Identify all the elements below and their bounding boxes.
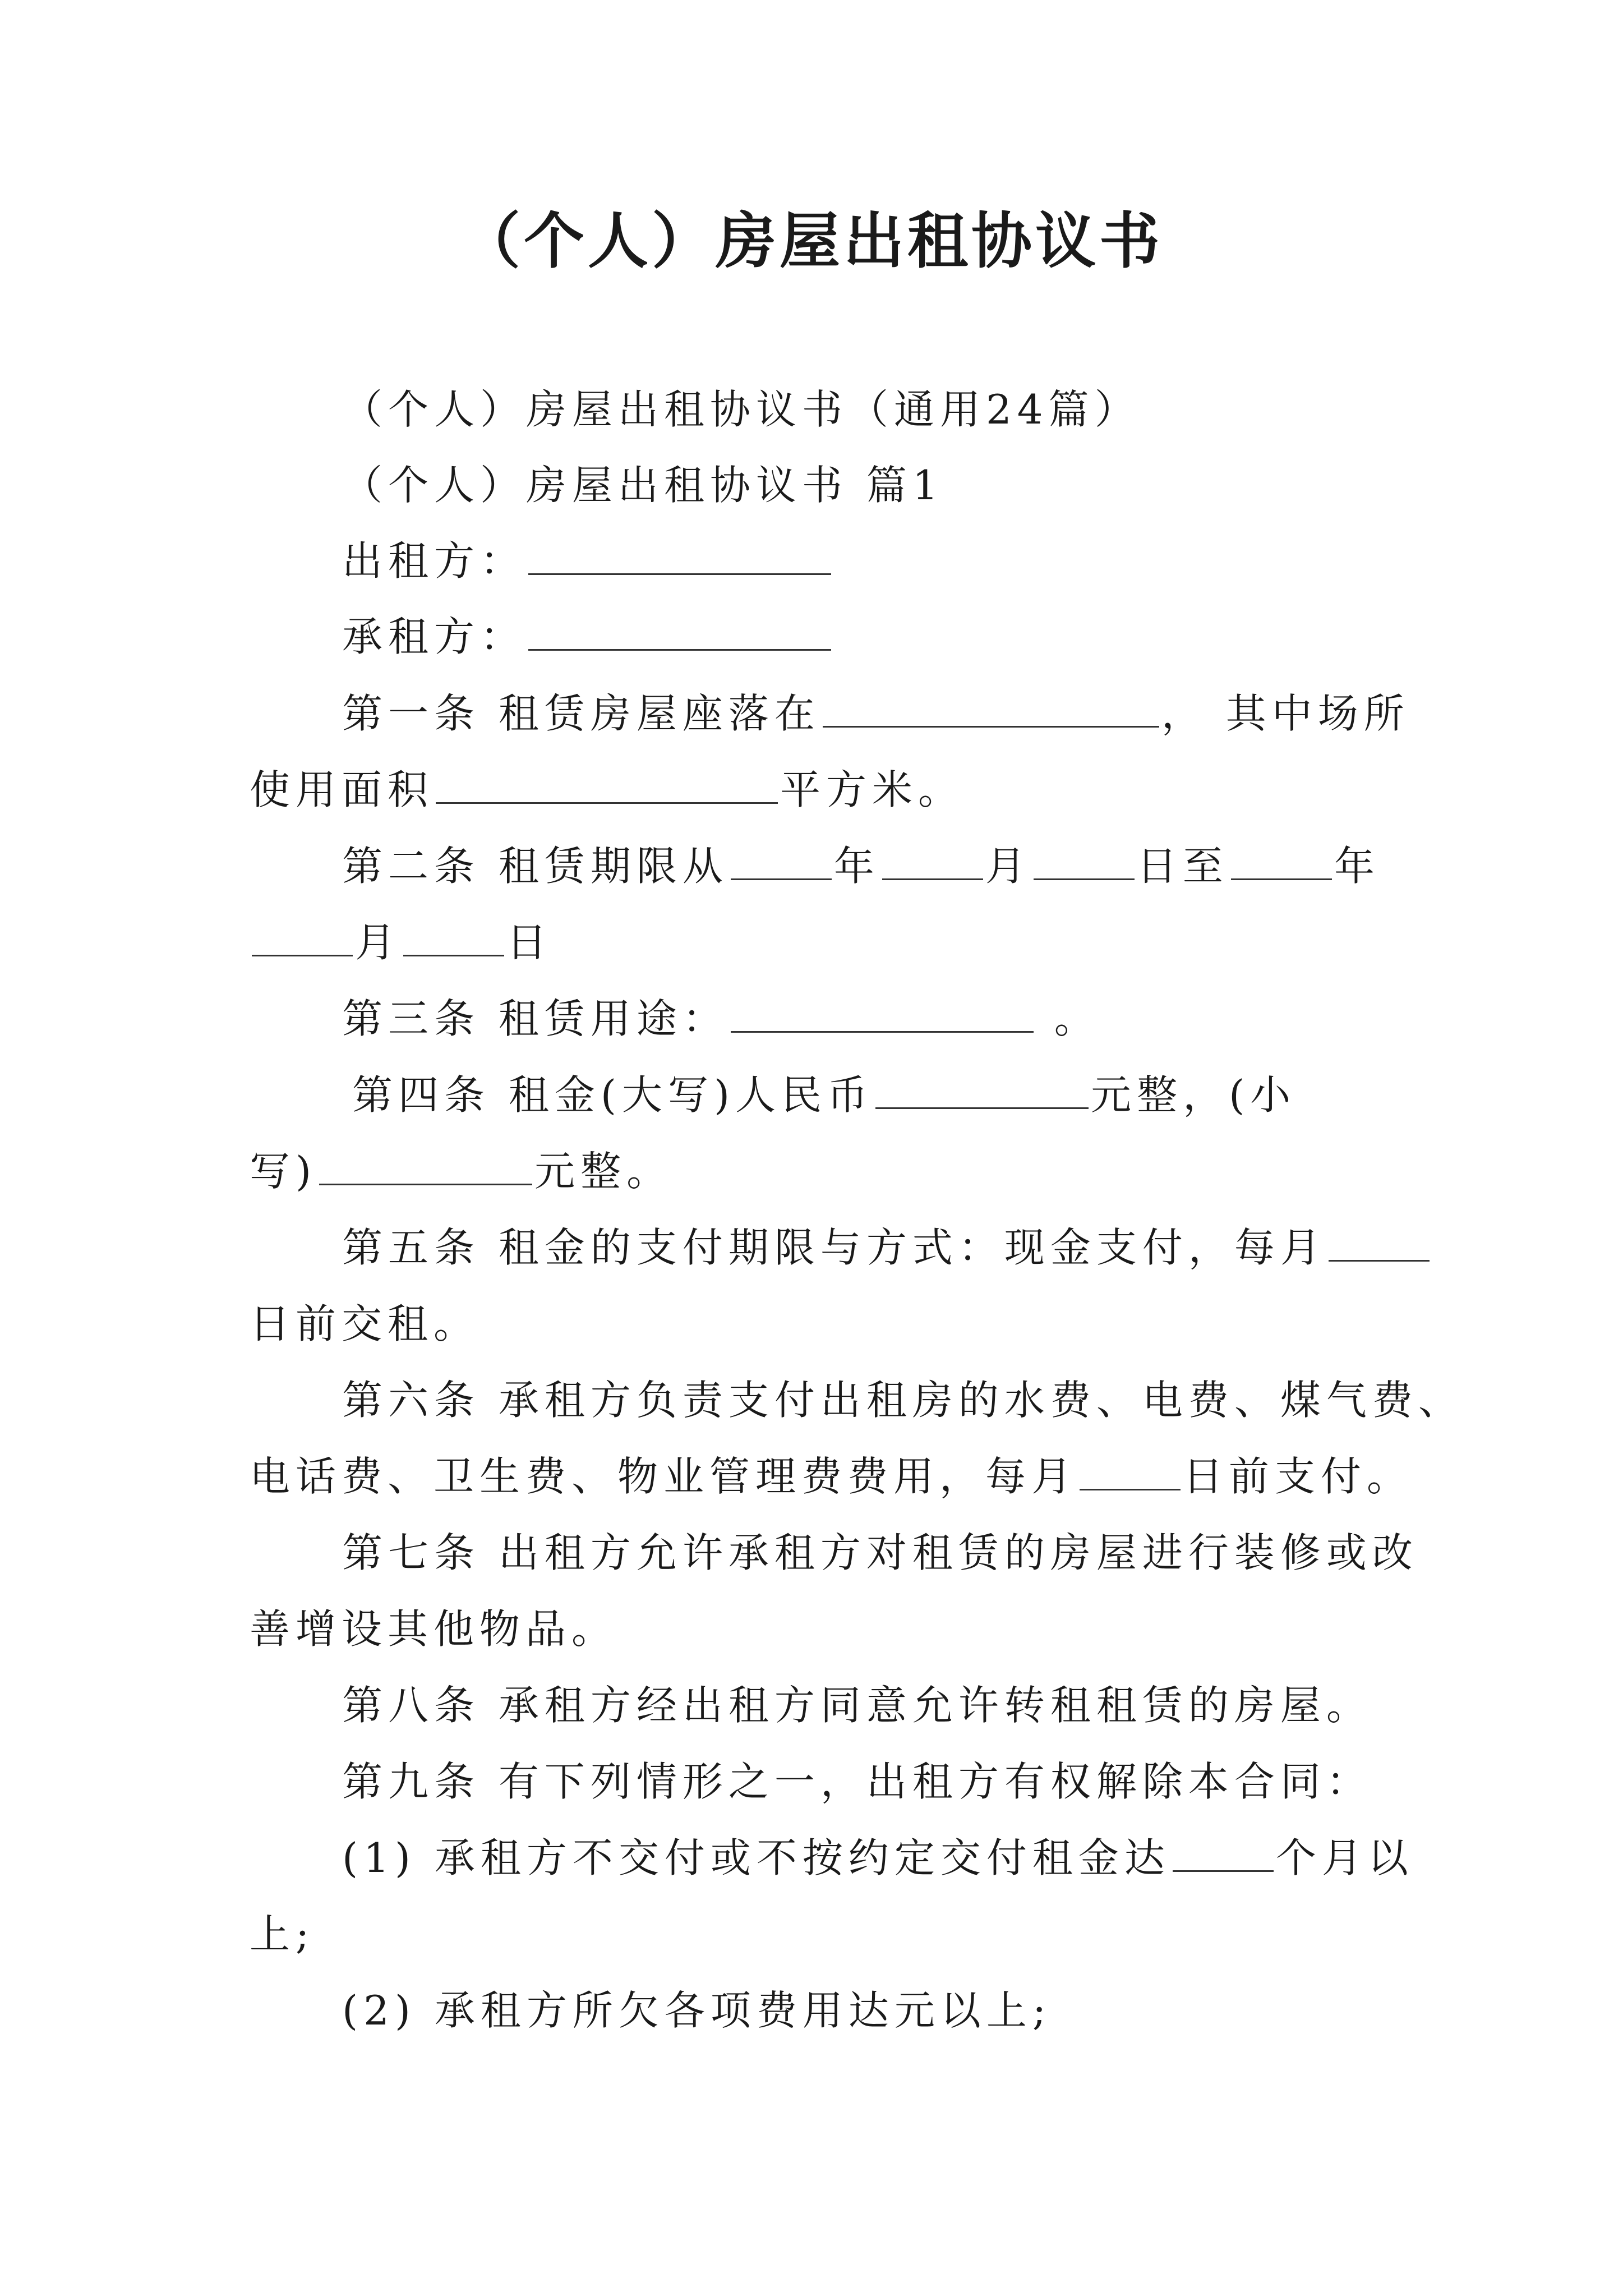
article-1-text-a: 第一条 租赁房屋座落在 [342,690,820,737]
article-8-text: 第八条 承租方经出租方同意允许转租租赁的房屋。 [342,1682,1372,1729]
section-heading-text: （个人）房屋出租协议书 篇1 [342,462,944,509]
article-4-text-d: 元整。 [534,1148,673,1195]
lessee-blank [528,610,831,651]
start-year-label: 年 [833,843,880,890]
rent-uppercase-blank [875,1068,1089,1109]
start-month-label: 月 [985,843,1031,890]
usage-blank [731,992,1034,1033]
article-6-text-b: 电话费、卫生费、物业管理费费用，每月 [250,1453,1078,1500]
lessee-label: 承租方： [342,613,527,660]
item-1-text-b: 个月以 [1275,1834,1414,1881]
months-blank [1173,1831,1274,1872]
article-7-text: 第七条 出租方允许承租方对租赁的房屋进行装修或改 [342,1529,1418,1576]
article-6-text-c: 日前支付。 [1183,1453,1413,1500]
article-8 [0,1677,1623,1733]
article-6-line-2 [0,1448,1623,1504]
start-day-blank [1034,839,1135,880]
article-4-line-2 [0,1143,1623,1199]
lessee-line [0,609,1623,665]
article-6-line-1 [0,1372,1623,1428]
end-month-blank [252,915,353,956]
article-2-text: 第二条 租赁期限从 [342,843,728,890]
article-4-text-b: 元整，(小 [1091,1071,1297,1119]
document-title: （个人）房屋出租协议书 [459,206,1163,277]
rent-lowercase-blank [319,1144,532,1185]
end-year-label: 年 [1334,843,1380,890]
end-day-blank [403,915,504,956]
item-2 [0,1982,1623,2039]
article-1-text-b: ， 其中场所 [1161,690,1410,737]
article-1-text-c: 使用面积 [250,766,434,813]
article-3-text: 第三条 租赁用途： [342,995,728,1042]
item-1-line-1 [0,1830,1623,1886]
rent-day-blank [1329,1221,1430,1262]
start-day-label: 日至 [1136,843,1229,890]
article-3-end: 。 [1035,995,1100,1042]
subtitle-text: （个人）房屋出租协议书（通用24篇） [342,386,1141,433]
article-2-line-2 [0,914,1623,970]
item-1-text: (1) 承租方不交付或不按约定交付租金达 [342,1834,1170,1881]
article-1-line-1 [0,685,1623,742]
lessor-line [0,533,1623,589]
item-1-line-2 [0,1906,1623,1962]
article-2-line-1 [0,838,1623,894]
fee-day-blank [1080,1450,1181,1490]
end-month-label: 月 [355,919,402,966]
item-2-text: (2) 承租方所欠各项费用达元以上; [342,1987,1052,2034]
section-heading [0,457,1623,513]
article-4-line-1 [0,1067,1623,1123]
article-9-text: 第九条 有下列情形之一，出租方有权解除本合同： [342,1758,1372,1805]
article-7-text-b: 善增设其他物品。 [250,1605,618,1653]
end-year-blank [1231,839,1332,880]
start-year-blank [731,839,832,880]
article-5-text-b: 日前交租。 [250,1300,480,1347]
article-9 [0,1754,1623,1810]
article-4-text-c: 写) [250,1148,317,1195]
area-blank [436,763,778,804]
article-4-text-a: 第四条 租金(大写)人民币 [352,1071,874,1119]
article-1-text-d: 平方米。 [780,766,965,813]
end-day-label: 日 [506,919,553,966]
location-blank [823,687,1159,728]
article-1-line-2 [0,762,1623,818]
article-5-line-2 [0,1296,1623,1352]
article-7-line-1 [0,1525,1623,1581]
article-5-text: 第五条 租金的支付期限与方式：现金支付，每月 [342,1224,1326,1271]
article-7-line-2 [0,1601,1623,1657]
article-3 [0,991,1623,1047]
article-6-text: 第六条 承租方负责支付出租房的水费、电费、煤气费、 [342,1377,1464,1424]
start-month-blank [882,839,983,880]
article-5-line-1 [0,1220,1623,1276]
subtitle [0,381,1623,438]
lessor-label: 出租方： [342,537,527,585]
item-1-text-c: 上; [250,1911,315,1958]
lessor-blank [528,534,831,575]
